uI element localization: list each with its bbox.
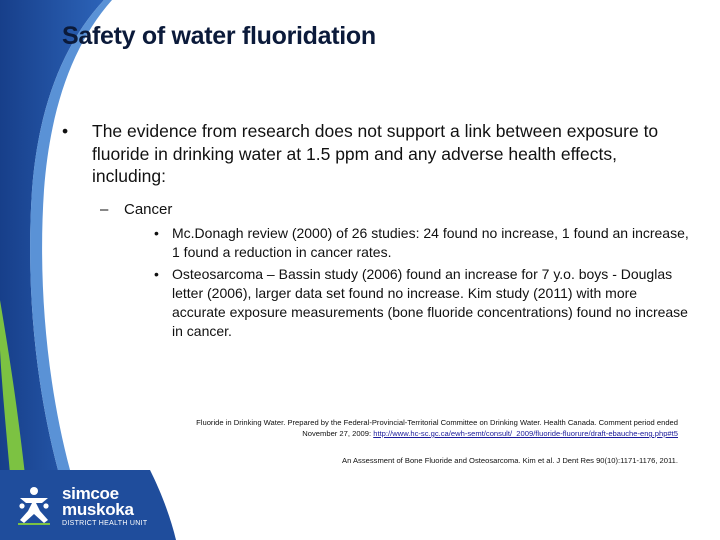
references (178, 417, 678, 466)
sub-bullet-text: Osteosarcoma – Bassin study (2006) found an increase for 7 y.o. boys - Douglas letter (2006), larger data set found no increase. Kim study (2011) with more accurate exposure measurements (bone fluoride concentrations) found no increase in cancer. (172, 265, 688, 339)
reference-1 (178, 417, 678, 439)
sub-bullet-text: Mc.Donagh review (2000) of 26 studies: 24 found no increase, 1 found an increase, 1 found a reduction in cancer rates. (172, 224, 689, 260)
logo (62, 486, 147, 529)
reference-1-link[interactable]: http://www.hc-sc.gc.ca/ewh-semt/consult/_2009/fluoride-fluorure/draft-ebauche-eng.php#t5 (373, 429, 678, 438)
logo-line-2: muskoka (62, 500, 134, 519)
dash-marker: – (100, 200, 109, 218)
logo-line-1: simcoe (62, 484, 119, 503)
slide-content (62, 120, 692, 341)
main-bullet-text: The evidence from research does not support a link between exposure to fluoride in drinking water at 1.5 ppm and any adverse health effects, including: (92, 121, 659, 186)
sub-bullet-mcdonagh (154, 224, 692, 262)
sub-item-text: Cancer (124, 200, 173, 218)
bullet-marker: • (154, 265, 159, 282)
bullet-marker: • (154, 224, 159, 241)
reference-1-text: Fluoride in Drinking Water. Prepared by the Federal-Provincial-Territorial Committee on Drinking Water. Health Canada. Comment period ended November 27, 2009: (196, 418, 678, 438)
sub-item-cancer (100, 200, 692, 219)
logo-line-3: DISTRICT HEALTH UNIT (62, 520, 148, 527)
reference-2: An Assessment of Bone Fluoride and Osteosarcoma. Kim et al. J Dent Res 90(10):1171-1176, 2011. (342, 456, 678, 465)
bullet-marker: • (62, 121, 69, 141)
slide-title: Safety of water fluoridation (62, 22, 376, 50)
sub-bullet-osteosarcoma (154, 265, 692, 341)
main-bullet (62, 120, 692, 188)
